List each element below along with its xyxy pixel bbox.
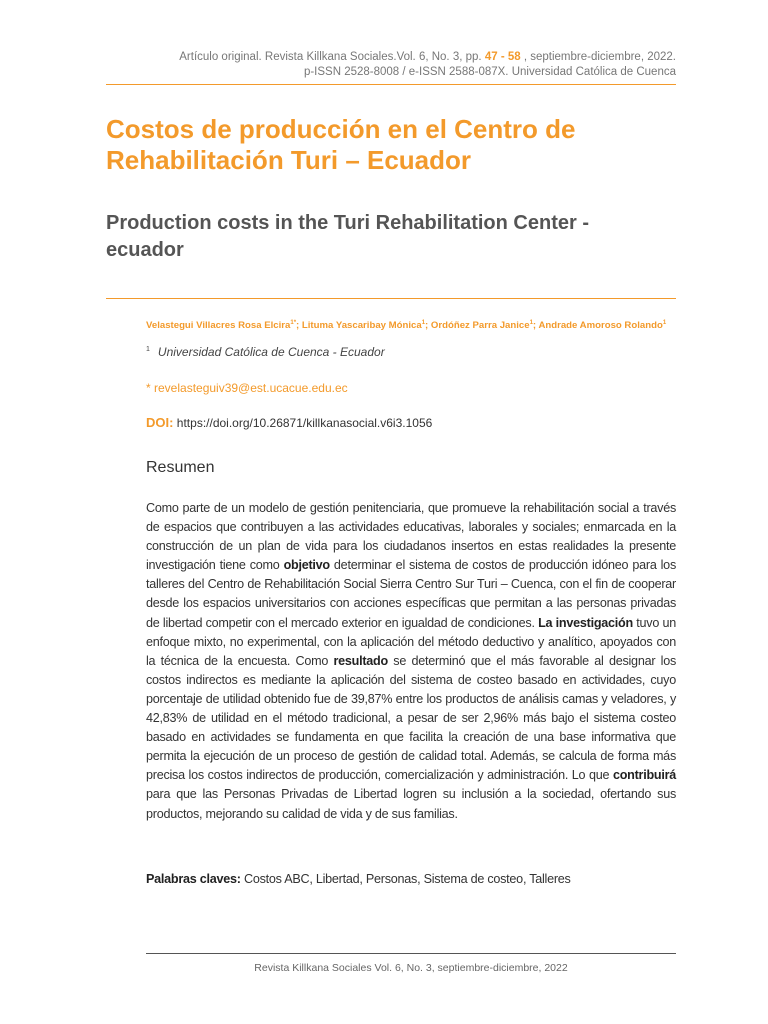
abstract-run: Como parte de un modelo de gestión penitenciaria, que promueve la rehabilitación social a través de espacios que contribuyen a las actividades educativas, laborales y sociales; enmarcada en la construcción de un plan de vida para los ciudadanos insertos en estas realidades la presente investigación tiene como	[146, 501, 676, 573]
abstract-text	[146, 499, 676, 824]
abstract-emphasis: La investigación	[538, 615, 633, 630]
abstract-run: tuvo un enfoque mixto, no experimental, con la aplicación del método deductivo y analítico, apoyados con la técnica de la encuesta. Como	[146, 615, 677, 668]
abstract-run: se determinó que el más favorable al designar los costos indirectos es mediante la aplicación del sistema de costeo basado en actividades, cuyo porcentaje de utilidad obtenido fue de 39,87% entre los productos de análisis camas y veladores, y 42,83% de utilidad en el método tradicional, a pesar de ser 2,96% más bajo el sistema costeo basado en actividades se fundamenta en que facilita la creación de una base informativa que permita la ejecución de un proceso de gestión de calidad total. Además, se calcula de forma más precisa los costos indirectos de producción, comercialización y administración. Lo que	[146, 653, 676, 783]
author-affiliation-mark: 1	[529, 320, 533, 326]
page-separator: -	[500, 51, 505, 63]
author-affiliation-mark: 1*	[290, 320, 297, 326]
title-divider	[106, 298, 676, 299]
header-line-2: p-ISSN 2528-8008 / e-ISSN 2588-087X. Universidad Católica de Cuenca	[303, 66, 676, 78]
author-name: Ordóñez Parra Janice	[430, 320, 530, 332]
page-footer: Revista Killkana Sociales Vol. 6, No. 3, septiembre-diciembre, 2022	[254, 962, 568, 974]
article-title: Costos de producción en el Centro de Rehabilitación Turi – Ecuador	[106, 114, 576, 175]
author-separator: ;	[532, 320, 539, 332]
footer-divider	[146, 953, 676, 954]
abstract-emphasis: objetivo	[283, 558, 330, 573]
abstract-emphasis: contribuirá	[612, 768, 676, 783]
author-name: Velastegui Villacres Rosa Elcira	[146, 320, 291, 332]
author-affiliation-mark: 1	[421, 320, 426, 326]
article-subtitle: Production costs in the Turi Rehabilitation Center - ecuador	[106, 212, 589, 261]
keywords	[146, 872, 571, 886]
doi-link[interactable]: https://doi.org/10.26871/killkanasocial.v6i3.1056	[176, 416, 433, 430]
keywords-value: Costos ABC, Libertad, Personas, Sistema de costeo, Talleres	[240, 872, 571, 886]
page-start: 47	[484, 51, 498, 63]
author-separator: ;	[296, 320, 302, 332]
author-separator: ;	[425, 320, 431, 332]
author-affiliation-mark: 1	[662, 320, 667, 326]
keywords-label: Palabras claves:	[146, 872, 241, 886]
abstract-run: para que las Personas Privadas de Libertad logren su inclusión a la sociedad, ofertando sus productos, mejorando su calidad de vida y de sus familias.	[146, 787, 676, 821]
author-list	[146, 317, 676, 332]
author-name: Lituma Yascaribay Mónica	[301, 320, 422, 332]
doi-line	[146, 415, 432, 430]
affiliation	[146, 345, 385, 359]
affiliation-mark: 1	[146, 346, 150, 353]
header-line-1	[179, 50, 676, 65]
journal-header	[179, 50, 676, 80]
doi-label: DOI:	[146, 415, 174, 430]
corresponding-email-link[interactable]: * revelasteguiv39@est.ucacue.edu.ec	[146, 381, 348, 395]
header-citation: Artículo original. Revista Killkana Sociales.Vol. 6, No. 3, pp.	[179, 51, 482, 63]
author-name: Andrade Amoroso Rolando	[538, 320, 663, 332]
affiliation-text: Universidad Católica de Cuenca - Ecuador	[157, 345, 385, 359]
page-end: 58	[507, 51, 521, 63]
header-divider	[106, 84, 676, 85]
header-date: , septiembre-diciembre, 2022.	[523, 51, 676, 63]
abstract-run: determinar el sistema de costos de producción idóneo para los talleres del Centro de Rehabilitación Social Sierra Centro Sur Turi – Cuenca, con el fin de cooperar desde los espacios universitarios con acciones específicas que permitan a las personas privadas de libertad competir con el mercado exterior en igualdad de condiciones.	[146, 558, 676, 630]
abstract-emphasis: resultado	[333, 653, 388, 668]
abstract-heading: Resumen	[146, 459, 215, 476]
